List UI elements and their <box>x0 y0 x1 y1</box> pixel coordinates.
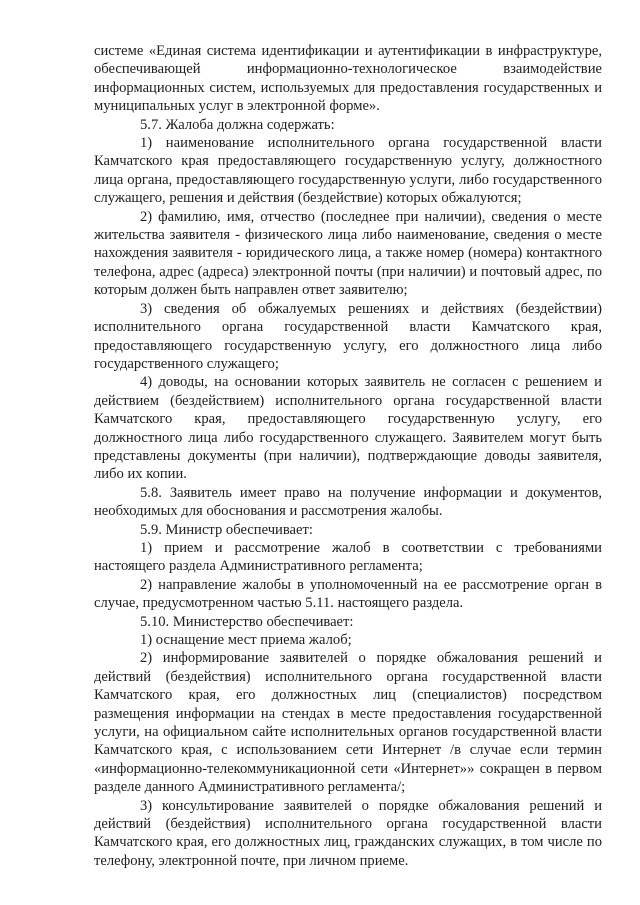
paragraph-5-9-item-1: 1) прием и рассмотрение жалоб в соответствии с требованиями настоящего раздела Административного регламента; <box>94 539 602 575</box>
paragraph-5-7-item-3: 3) сведения об обжалуемых решениях и действиях (бездействии) исполнительного органа государственной власти Камчатского края, предоставляющего государственную услугу, его должностного лица либо государственного служащего; <box>94 300 602 372</box>
paragraph-5-7-item-2: 2) фамилию, имя, отчество (последнее при наличии), сведения о месте жительства заявителя - физического лица либо наименование, сведения о месте нахождения заявителя - юридического лица, а также номер (номера) контактного телефона, адрес (адреса) электронной почты (при наличии) и почтовый адрес, по которым должен быть направлен ответ заявителю; <box>94 208 602 299</box>
paragraph-5-7-item-1: 1) наименование исполнительного органа государственной власти Камчатского края предоставляющего государственную услугу, должностного лица органа, предоставляющего государственную услуги, либо государственного служащего, решения и действия (бездействие) которых обжалуются; <box>94 135 602 207</box>
paragraph-5-10-item-1: 1) оснащение мест приема жалоб; <box>140 632 352 648</box>
paragraph-esia-continuation: системе «Единая система идентификации и аутентификации в инфраструктуре, обеспечивающей информационно-технологическое взаимодействие информационных систем, используемых для предоставления государственных и муниципальных услуг в электронной форме». <box>94 43 602 115</box>
paragraph-5-10-item-3: 3) консультирование заявителей о порядке обжалования решений и действий (бездействия) исполнительного органа государственной власти Камчатского края, его должностных лиц, гражданских служащих, в том числе по телефону, электронной почте, при личном приеме. <box>94 797 602 869</box>
paragraph-5-8: 5.8. Заявитель имеет право на получение информации и документов, необходимых для обоснования и рассмотрения жалобы. <box>94 484 602 520</box>
paragraph-5-7-item-4: 4) доводы, на основании которых заявитель не согласен с решением и действием (бездействием) исполнительного органа государственной власти Камчатского края, предоставляющего государственную услугу, его должностного лица либо государственного служащего. Заявителем могут быть представлены документы (при наличии), подтверждающие доводы заявителя, либо их копии. <box>94 374 602 483</box>
paragraph-5-9-heading: 5.9. Министр обеспечивает: <box>140 521 313 538</box>
paragraph-5-10-item-2: 2) информирование заявителей о порядке обжалования решений и действий (бездействия) исполнительного органа государственной власти Камчатского края, его должностных лиц (специалистов) посредством размещения информации на стендах в месте предоставления государственной услуги, на официальном сайте исполнительных органов государственной власти Камчатского края, с использованием сети Интернет /в случае если термин «информационно-телекоммуникационной сети «Интернет»» сокращен в первом разделе данного Административного регламента/; <box>94 650 602 796</box>
paragraph-5-9-item-2: 2) направление жалобы в уполномоченный на ее рассмотрение орган в случае, предусмотренном частью 5.11. настоящего раздела. <box>94 576 602 612</box>
paragraph-5-10-heading: 5.10. Министерство обеспечивает: <box>140 613 354 630</box>
document-page <box>94 42 602 870</box>
paragraph-5-7-heading: 5.7. Жалоба должна содержать: <box>140 116 335 133</box>
